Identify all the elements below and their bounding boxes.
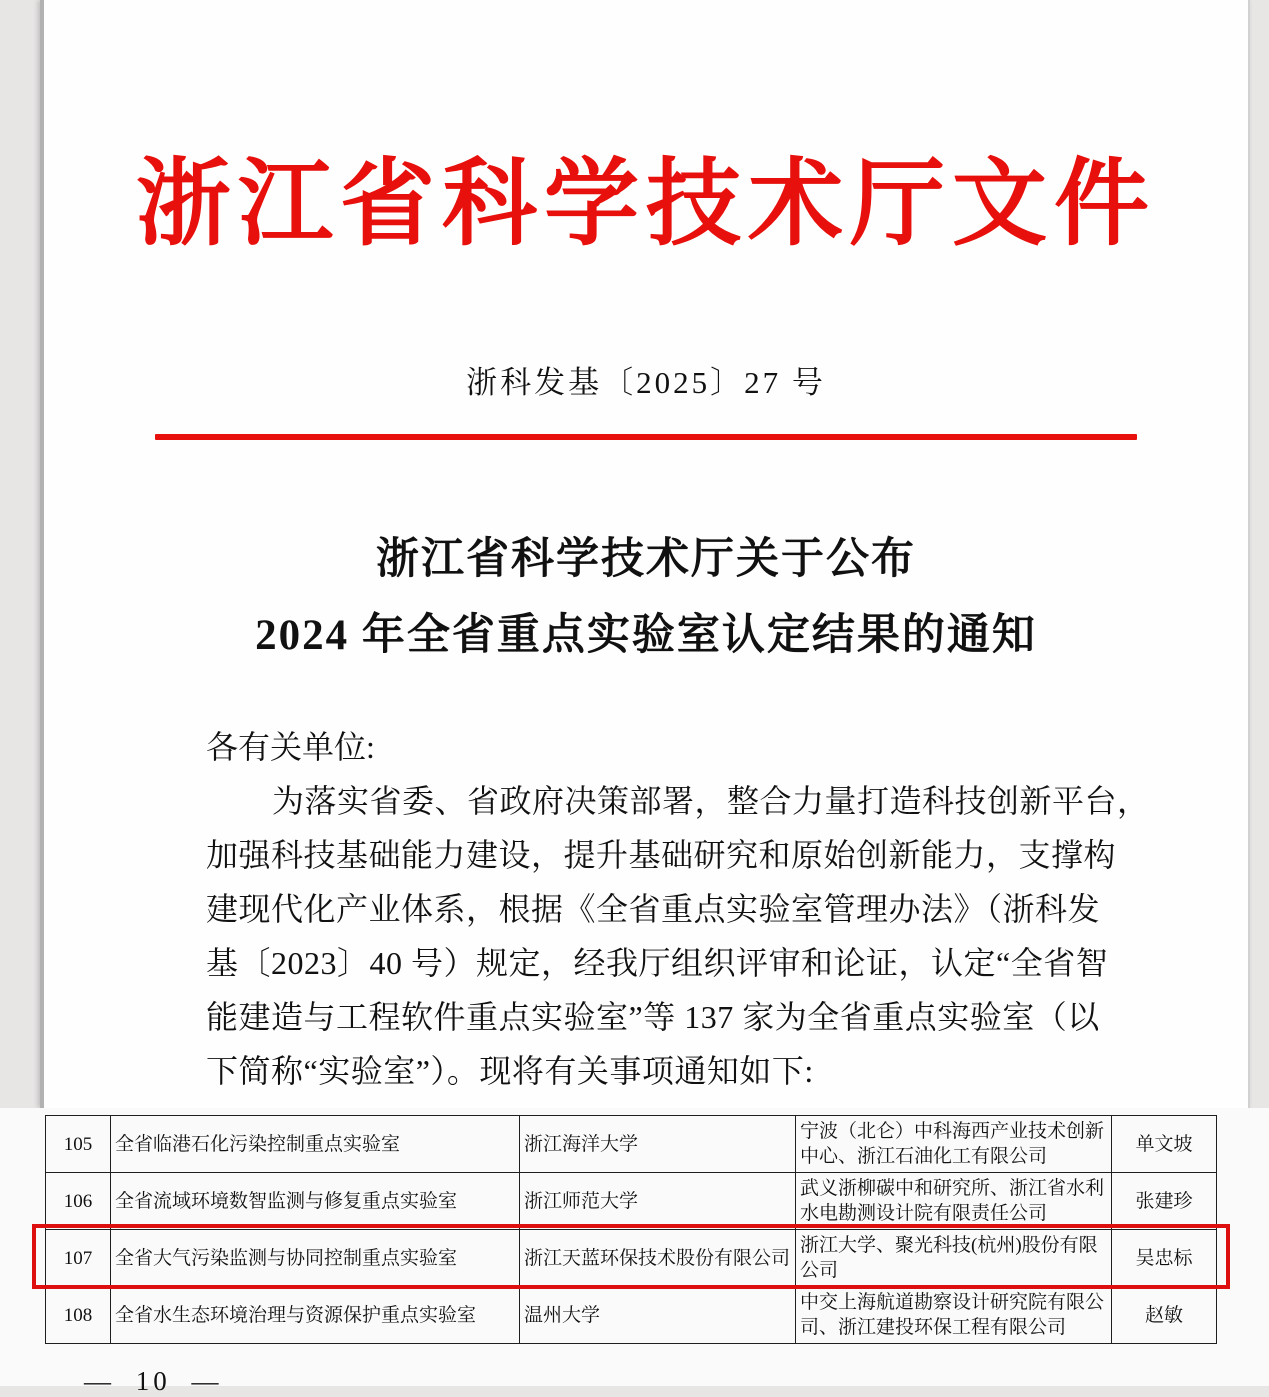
cell-institution: 浙江师范大学 [520,1173,796,1230]
laboratory-table-wrap [45,1115,1216,1344]
notice-title [44,522,1248,674]
cell-partner-organizations: 武义浙柳碳中和研究所、浙江省水利水电勘测设计院有限责任公司 [796,1173,1112,1230]
table-row [46,1173,1217,1230]
document-header-title: 浙江省科学技术厅文件 [135,151,1156,257]
cell-row-number: 108 [46,1287,111,1344]
body-line: 建现代化产业体系，根据《全省重点实验室管理办法》（浙科发 [206,890,1101,927]
cell-director-name: 单文坡 [1112,1116,1217,1173]
notice-title-line2: 2024 年全省重点实验室认定结果的通知 [255,611,1037,659]
page-number: — 10 — [84,1366,223,1396]
body-line: 为落实省委、省政府决策部署，整合力量打造科技创新平台， [272,782,1150,819]
cell-partner-organizations: 浙江大学、聚光科技(杭州)股份有限公司 [796,1230,1112,1287]
red-divider-rule [155,434,1137,440]
cell-institution: 浙江天蓝环保技术股份有限公司 [520,1230,796,1287]
cell-director-name: 张建珍 [1112,1173,1217,1230]
body-text [206,774,1150,1098]
cell-institution: 温州大学 [520,1287,796,1344]
cell-institution: 浙江海洋大学 [520,1116,796,1173]
table-row [46,1116,1217,1173]
cell-row-number: 105 [46,1116,111,1173]
cell-row-number: 106 [46,1173,111,1230]
cell-partner-organizations: 宁波（北仑）中科海西产业技术创新中心、浙江石油化工有限公司 [796,1116,1112,1173]
table-row [46,1287,1217,1344]
notice-title-line1: 浙江省科学技术厅关于公布 [376,535,916,583]
cell-row-number: 107 [46,1230,111,1287]
cell-director-name: 赵敏 [1112,1287,1217,1344]
table-row [46,1230,1217,1287]
body-line: 基〔2023〕40 号）规定，经我厅组织评审和论证，认定“全省智 [206,944,1109,981]
cell-lab-name: 全省大气污染监测与协同控制重点实验室 [111,1230,520,1287]
body-line: 能建造与工程软件重点实验室”等 137 家为全省重点实验室（以 [206,998,1100,1035]
cell-director-name: 吴忠标 [1112,1230,1217,1287]
cell-lab-name: 全省临港石化污染控制重点实验室 [111,1116,520,1173]
body-line: 加强科技基础能力建设，提升基础研究和原始创新能力，支撑构 [206,836,1117,873]
cell-lab-name: 全省流域环境数智监测与修复重点实验室 [111,1173,520,1230]
salutation: 各有关单位: [206,728,375,765]
body-line: 下简称“实验室”）。现将有关事项通知如下: [206,1052,814,1089]
cell-partner-organizations: 中交上海航道勘察设计研究院有限公司、浙江建投环保工程有限公司 [796,1287,1112,1344]
document-page [40,0,1250,1108]
laboratory-table [45,1115,1217,1344]
laboratory-table-section [0,1108,1269,1396]
cell-lab-name: 全省水生态环境治理与资源保护重点实验室 [111,1287,520,1344]
document-number: 浙科发基〔2025〕27 号 [466,364,826,400]
